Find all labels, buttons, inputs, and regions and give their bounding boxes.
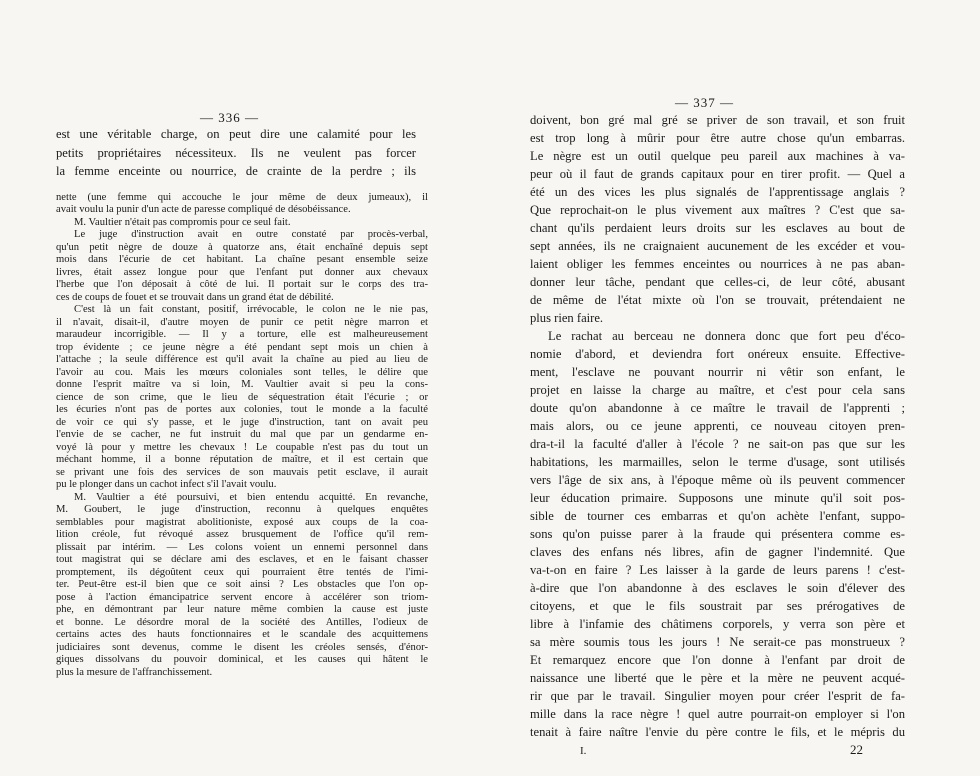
text-line: M. Vaultier n'était pas compromis pour ce seul fait. bbox=[74, 217, 291, 228]
text-line: est une véritable charge, on peut dire une calamité pour les bbox=[56, 127, 416, 141]
text-line: libre à l'infamie des châtimens corporels, y verra son père et bbox=[530, 617, 905, 631]
text-line: l'herbe que l'on déposait à côté de lui. Il portait sur le corps des tra- bbox=[56, 279, 428, 290]
text-line: projet en laisse la charge au maître, et c'est pour cela sans bbox=[530, 383, 905, 397]
text-line: promptement, ils dégoûtent ceux qui pourraient être tentés de l'imi- bbox=[56, 567, 428, 578]
right-page bbox=[520, 0, 905, 776]
text-line: il n'avait, disait-il, d'autre moyen de punir ce petit nègre marron et bbox=[56, 317, 428, 328]
text-line: l'envie de se cacher, ne fut instruit du mal que par un gendarme en- bbox=[56, 429, 428, 440]
text-line: dra-t-il la faculté d'aller à l'école ? ne sait-on pas que sur les bbox=[530, 437, 905, 451]
text-line: chant qu'ils perdaient leurs droits sur les esclaves au bout de bbox=[530, 221, 905, 235]
left-page-number: — 336 — bbox=[200, 110, 259, 125]
text-line: à-dire que l'on abandonne à des esclaves le soin d'élever des bbox=[530, 581, 905, 595]
text-line: rir que par le travail. Singulier moyen pour créer l'esprit de fa- bbox=[530, 689, 905, 703]
text-line: certains actes des hauts fonctionnaires et le scandale des acquittemens bbox=[56, 629, 428, 640]
text-line: mois dans l'écurie de cet habitant. La chaîne pesant ensemble seize bbox=[56, 254, 428, 265]
text-line: naissance une liberté que le père et la mère ne peuvent acqué- bbox=[530, 671, 905, 685]
text-line: va-t-on en faire ? Les laisser à la garde de leurs parens ! c'est- bbox=[530, 563, 905, 577]
text-line: ces de coups de fouet et se trouvait dans un grand état de débilité. bbox=[56, 292, 334, 303]
sheet-number: 22 bbox=[850, 742, 863, 757]
text-line: leur éducation primaire. Supposons une minute qu'il soit pos- bbox=[530, 491, 905, 505]
text-line: qu'un petit nègre de douze à quatorze ans, était enchaîné depuis sept bbox=[56, 242, 428, 253]
text-line: donner leur tâche, pendant que celles-ci, de leur côté, abusant bbox=[530, 275, 905, 289]
text-line: habitations, les marmailles, selon le terme d'usage, sont utilisés bbox=[530, 455, 905, 469]
text-line: se privant une fois des services de son mauvais petit esclave, il aurait bbox=[56, 467, 428, 478]
signature-mark: I. bbox=[580, 745, 587, 757]
text-line: Le juge d'instruction avait en outre constaté par procès-verbal, bbox=[74, 229, 428, 240]
text-line: avait voulu la punir d'un acte de paresse compliqué de désobéissance. bbox=[56, 204, 351, 215]
text-line: sept années, ils ne craignaient aucunement de les excéder et vou- bbox=[530, 239, 905, 253]
text-line: pu le plonger dans un cachot infect s'il l'avait voulu. bbox=[56, 479, 277, 490]
text-line: livres, était assez longue pour que l'enfant put donner aux chevaux bbox=[56, 267, 428, 278]
text-line: giques dissolvans du pouvoir dominical, et les causes qui hâtent le bbox=[56, 654, 428, 665]
text-line: plissait par intérim. — Les colons voient un ennemi personnel dans bbox=[56, 542, 428, 553]
left-page bbox=[30, 0, 442, 776]
text-line: lition créole, fut révoqué assez brusquement de l'office qu'il rem- bbox=[56, 529, 428, 540]
text-line: doute qu'on abandonne à ce maître le travail de l'apprenti ; bbox=[530, 401, 905, 415]
text-line: mais alors, ou ce jeune apprenti, ce nouveau citoyen pren- bbox=[530, 419, 905, 433]
text-line: maraudeur incorrigible. — Il y a torture, elle est malheureusement bbox=[56, 329, 428, 340]
text-line: pose à l'action émancipatrice servent encore à accélérer son triom- bbox=[56, 592, 428, 603]
text-line: Que reprochait-on le plus vivement aux maîtres ? C'est que sa- bbox=[530, 203, 905, 217]
text-line: ment, l'esclave ne pouvant nourrir ni vêtir son enfant, le bbox=[530, 365, 905, 379]
text-line: l'attache ; la seule différence est qu'il avait la chaîne au pied au lieu de bbox=[56, 354, 428, 365]
text-line: mille dans la race nègre ! quel autre pourrait-on employer si l'on bbox=[530, 707, 905, 721]
text-line: méchant homme, il a bonne réputation de maître, et il est certain que bbox=[56, 454, 428, 465]
text-line: tenait à faire naître l'envie du père contre le fils, et le mépris du bbox=[530, 725, 905, 739]
text-line: doivent, bon gré mal gré se priver de son travail, et son fruit bbox=[530, 113, 905, 127]
right-page-number: — 337 — bbox=[675, 95, 734, 110]
text-line: claves des enfans nés libres, afin de gagner l'indemnité. Que bbox=[530, 545, 905, 559]
text-line: peur où il faut de grands capitaux pour en tirer profit. — Quel a bbox=[530, 167, 905, 181]
text-line: plus rien faire. bbox=[530, 311, 604, 325]
text-line: Et remarquez encore que l'on donne à l'enfant par droit de bbox=[530, 653, 905, 667]
text-line: les écuries n'ont pas de portes aux colonies, tout le monde a la faculté bbox=[56, 404, 428, 415]
text-line: judiciaires sont devenus, comme le disent les créoles sensés, d'énor- bbox=[56, 642, 428, 653]
text-line: Le rachat au berceau ne donnera donc que fort peu d'éco- bbox=[548, 329, 905, 343]
text-line: phe, en démontrant par leur nature même combien la cause est juste bbox=[56, 604, 428, 615]
text-line: et bonne. Le désordre moral de la société des Antilles, l'odieux de bbox=[56, 617, 428, 628]
text-line: semblables pour magistrat abolitioniste, exposé aux coups de la coa- bbox=[56, 517, 428, 528]
text-line: M. Vaultier a été poursuivi, et bien entendu acquitté. En revanche, bbox=[74, 492, 428, 503]
text-line: sa mère soumis tous les jours ! Ne serait-ce pas monstrueux ? bbox=[530, 635, 905, 649]
text-line: de même de l'état mixte où l'on se trouvait, prétendaient ne bbox=[530, 293, 905, 307]
text-line: cience de son crime, que le lieu de séquestration était l'écurie ; or bbox=[56, 392, 428, 403]
text-line: trop évidente ; ce jeune nègre a été pendant sept mois un chien à bbox=[56, 342, 428, 353]
text-line: vers l'âge de six ans, à l'époque même où ils peuvent commencer bbox=[530, 473, 905, 487]
text-line: ter. Peut-être est-il bien que ce soit ainsi ? Les obstacles que l'on op- bbox=[56, 579, 428, 590]
text-line: est trop long à mûrir pour être autre chose qu'un embarras. bbox=[530, 131, 905, 145]
text-line: Le nègre est un outil quelque peu pareil aux machines à va- bbox=[530, 149, 905, 163]
text-line: citoyens, et que le fils soustrait par ses prérogatives de bbox=[530, 599, 905, 613]
text-line: C'est là un fait constant, positif, irrévocable, le colon ne le nie pas, bbox=[74, 304, 428, 315]
text-line: de voir ce qui s'y passe, et le juge d'instruction, tant on avait peu bbox=[56, 417, 428, 428]
text-line: donne l'esprit maître va si loin, M. Vaultier avait si peu la cons- bbox=[56, 379, 428, 390]
text-line: tout magistrat qui se déclare ami des esclaves, et en le faisant chasser bbox=[56, 554, 428, 565]
text-line: petits propriétaires nécessiteux. Ils ne veulent pas forcer bbox=[56, 146, 416, 160]
text-line: voyé là pour y mettre les chevaux ! Le coupable n'est pas du tout un bbox=[56, 442, 428, 453]
text-line: sons qu'on puisse parer à la fraude qui présentera comme es- bbox=[530, 527, 905, 541]
text-line: plus la mesure de l'affranchissement. bbox=[56, 667, 213, 678]
text-line: M. Goubert, le juge d'instruction, reconnu à quelques enquêtes bbox=[56, 504, 428, 515]
text-line: l'avoir au cou. Mais les mœurs coloniales sont telles, le délire que bbox=[56, 367, 428, 378]
text-line: sible de tourner ces embarras et qu'on achète l'enfant, suppo- bbox=[530, 509, 905, 523]
text-line: nette (une femme qui accouche le jour même de deux jumeaux), il bbox=[56, 192, 428, 203]
text-line: été un des vices les plus signalés de l'apprentissage anglais ? bbox=[530, 185, 905, 199]
text-line: la femme enceinte ou nourrice, de crainte de la perdre ; ils bbox=[56, 164, 416, 178]
text-line: nomie d'abord, et deviendra fort onéreux ensuite. Effective- bbox=[530, 347, 905, 361]
text-line: laient obliger les femmes enceintes ou nourrices à ne pas aban- bbox=[530, 257, 905, 271]
